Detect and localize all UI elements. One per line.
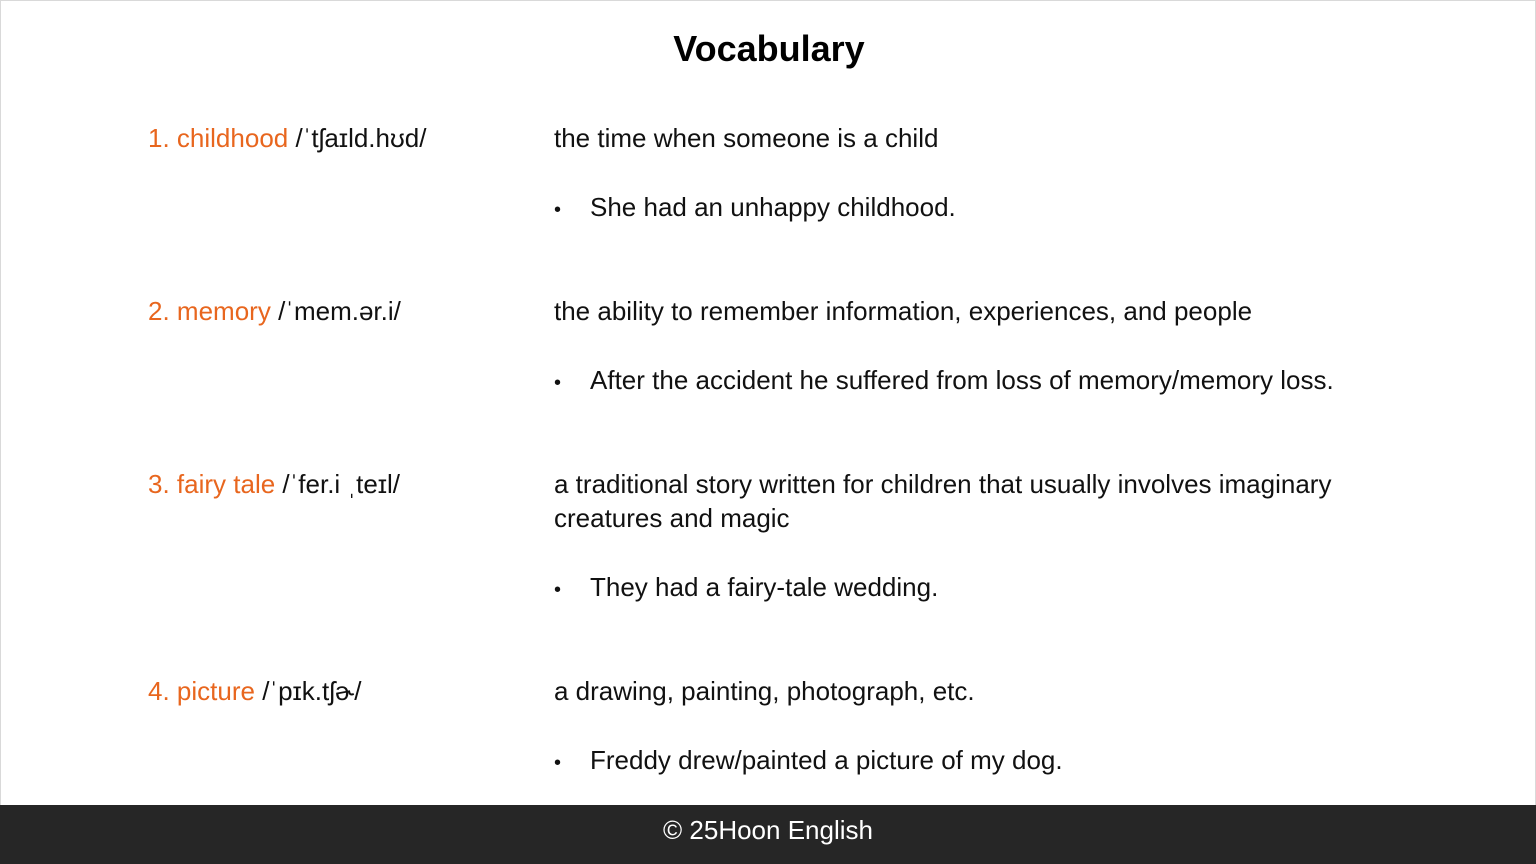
- term-pronunciation: /ˈtʃaɪld.hʊd/: [295, 123, 427, 153]
- bullet-icon: •: [554, 579, 562, 601]
- term-example-3: [554, 570, 938, 607]
- term-pronunciation: /ˈfer.i ˌteɪl/: [282, 469, 401, 499]
- vocab-term-2: [148, 294, 401, 328]
- bullet-icon: •: [554, 199, 562, 221]
- term-example-2: [554, 363, 1334, 400]
- term-number: 1.: [148, 123, 170, 153]
- vocab-term-4: [148, 674, 361, 708]
- bullet-icon: •: [554, 372, 562, 394]
- page-title: Vocabulary: [673, 28, 865, 69]
- vocab-term-3: [148, 467, 400, 501]
- term-word: memory: [176, 296, 271, 326]
- term-number: 4.: [148, 676, 170, 706]
- example-text: She had an unhappy childhood.: [590, 192, 956, 222]
- term-word: picture: [176, 676, 255, 706]
- vocab-term-1: [148, 121, 426, 155]
- term-number: 3.: [148, 469, 170, 499]
- footer-bar: [0, 805, 1536, 864]
- bullet-icon: •: [554, 752, 562, 774]
- term-number: 2.: [148, 296, 170, 326]
- term-example-4: [554, 743, 1063, 780]
- term-word: fairy tale: [176, 469, 276, 499]
- example-text: After the accident he suffered from loss of memory/memory loss.: [590, 365, 1334, 395]
- term-example-1: [554, 190, 956, 227]
- term-definition-1: the time when someone is a child: [554, 123, 939, 153]
- term-definition-4: a drawing, painting, photograph, etc.: [554, 676, 975, 706]
- term-word: childhood: [176, 123, 289, 153]
- example-text: They had a fairy-tale wedding.: [590, 572, 939, 602]
- term-definition-3: a traditional story written for children that usually involves imaginary creatures and magic: [554, 469, 1332, 533]
- copyright-text: © 25Hoon English: [663, 815, 873, 845]
- term-definition-2: the ability to remember information, experiences, and people: [554, 296, 1253, 326]
- term-pronunciation: /ˈpɪk.tʃɚ/: [262, 676, 362, 706]
- example-text: Freddy drew/painted a picture of my dog.: [590, 745, 1063, 775]
- term-pronunciation: /ˈmem.ər.i/: [278, 296, 401, 326]
